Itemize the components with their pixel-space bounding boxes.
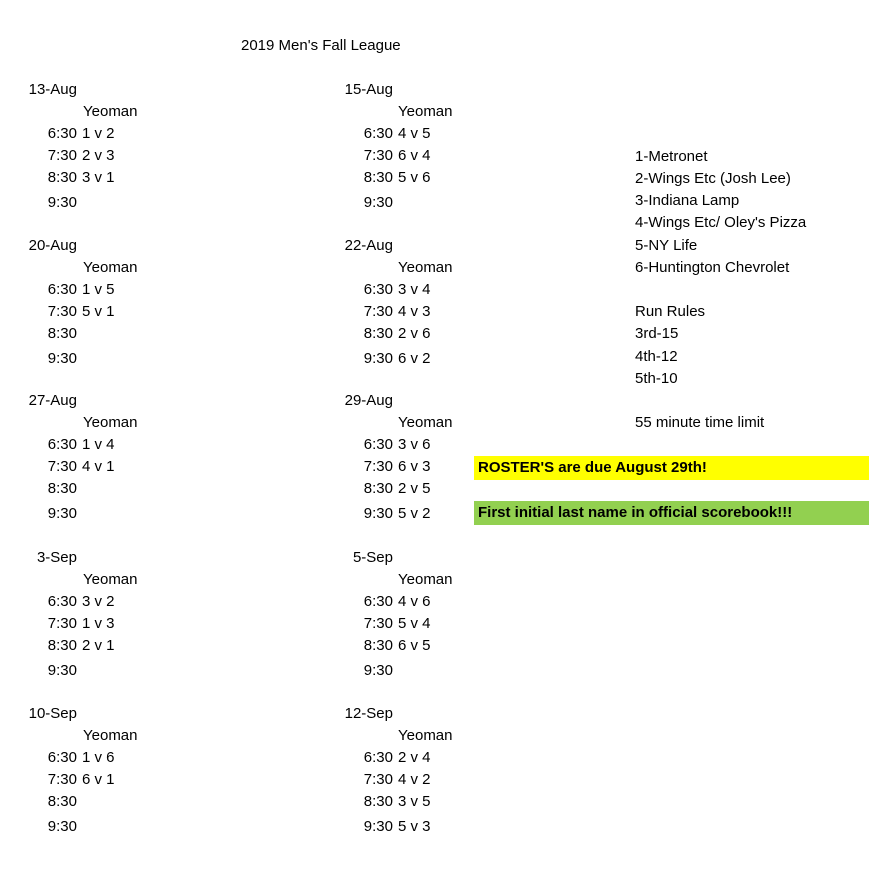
game-row: [41, 771, 115, 789]
game-time: 6:30: [363, 593, 393, 610]
run-rule-item: 4th-12: [635, 348, 678, 365]
game-matchup: 6 v 5: [398, 637, 431, 654]
team-item: 5-NY Life: [635, 237, 698, 254]
game-time: 7:30: [363, 458, 393, 475]
game-row: [41, 303, 115, 321]
game-time: 7:30: [363, 771, 393, 788]
run-rule-item: 3rd-15: [635, 325, 679, 342]
game-matchup: 4 v 6: [398, 593, 431, 610]
venue-label: Yeoman: [83, 103, 138, 120]
game-row: [357, 436, 431, 454]
game-row: [41, 818, 82, 836]
game-row: [357, 505, 431, 523]
game-row: [41, 749, 115, 767]
page-title: 2019 Men's Fall League: [241, 37, 401, 54]
game-time: 9:30: [47, 505, 77, 522]
game-time: 7:30: [47, 303, 77, 320]
venue-label: Yeoman: [398, 259, 453, 276]
game-row: [357, 771, 431, 789]
game-matchup: 6 v 3: [398, 458, 431, 475]
game-matchup: 5 v 2: [398, 505, 431, 522]
game-time: 7:30: [47, 771, 77, 788]
game-time: 8:30: [47, 637, 77, 654]
time-limit-note: 55 minute time limit: [635, 414, 765, 431]
date-heading: 13-Aug: [28, 81, 77, 98]
venue-label: Yeoman: [83, 727, 138, 744]
game-matchup: 2 v 3: [82, 147, 115, 164]
game-matchup: 3 v 6: [398, 436, 431, 453]
date-heading: 29-Aug: [344, 392, 393, 409]
game-row: [357, 615, 431, 633]
game-row: [41, 125, 115, 143]
game-row: [357, 350, 431, 368]
date-heading: 5-Sep: [352, 549, 393, 566]
game-matchup: 2 v 5: [398, 480, 431, 497]
game-matchup: 4 v 3: [398, 303, 431, 320]
date-heading: 12-Sep: [344, 705, 393, 722]
game-matchup: 1 v 4: [82, 436, 115, 453]
game-matchup: 1 v 6: [82, 749, 115, 766]
date-heading: 27-Aug: [28, 392, 77, 409]
game-matchup: 6 v 2: [398, 350, 431, 367]
game-row: [357, 325, 431, 343]
date-heading: 22-Aug: [344, 237, 393, 254]
game-matchup: 1 v 3: [82, 615, 115, 632]
game-matchup: 5 v 1: [82, 303, 115, 320]
game-matchup: 3 v 2: [82, 593, 115, 610]
game-time: 6:30: [47, 593, 77, 610]
game-row: [357, 303, 431, 321]
game-row: [41, 793, 82, 811]
team-item: 2-Wings Etc (Josh Lee): [635, 170, 791, 187]
game-time: 6:30: [363, 125, 393, 142]
game-row: [357, 637, 431, 655]
game-row: [41, 281, 115, 299]
game-time: 8:30: [363, 793, 393, 810]
game-row: [41, 505, 82, 523]
game-row: [357, 147, 431, 165]
game-row: [41, 593, 115, 611]
game-row: [41, 436, 115, 454]
date-heading: 15-Aug: [344, 81, 393, 98]
date-heading: 3-Sep: [36, 549, 77, 566]
game-time: 6:30: [47, 125, 77, 142]
game-row: [357, 593, 431, 611]
game-time: 9:30: [363, 194, 393, 211]
game-time: 6:30: [363, 749, 393, 766]
game-time: 8:30: [363, 169, 393, 186]
game-matchup: 3 v 1: [82, 169, 115, 186]
game-matchup: 1 v 2: [82, 125, 115, 142]
venue-label: Yeoman: [398, 414, 453, 431]
game-matchup: 5 v 4: [398, 615, 431, 632]
game-matchup: 3 v 4: [398, 281, 431, 298]
game-time: 8:30: [47, 325, 77, 342]
game-time: 7:30: [363, 303, 393, 320]
game-time: 7:30: [363, 147, 393, 164]
date-heading: 20-Aug: [28, 237, 77, 254]
game-time: 7:30: [363, 615, 393, 632]
team-item: 3-Indiana Lamp: [635, 192, 740, 209]
game-matchup: 5 v 3: [398, 818, 431, 835]
venue-label: Yeoman: [398, 103, 453, 120]
game-row: [41, 350, 82, 368]
game-row: [357, 169, 431, 187]
game-time: 6:30: [47, 749, 77, 766]
game-time: 8:30: [47, 480, 77, 497]
game-row: [41, 194, 82, 212]
game-time: 6:30: [363, 436, 393, 453]
game-row: [41, 147, 115, 165]
game-matchup: 1 v 5: [82, 281, 115, 298]
game-row: [41, 325, 82, 343]
game-time: 7:30: [47, 147, 77, 164]
game-matchup: 4 v 5: [398, 125, 431, 142]
game-matchup: 3 v 5: [398, 793, 431, 810]
game-matchup: 4 v 2: [398, 771, 431, 788]
game-time: 8:30: [363, 325, 393, 342]
game-row: [357, 818, 431, 836]
game-time: 8:30: [363, 480, 393, 497]
date-heading: 10-Sep: [28, 705, 77, 722]
game-time: 9:30: [363, 350, 393, 367]
venue-label: Yeoman: [398, 727, 453, 744]
game-time: 9:30: [47, 662, 77, 679]
game-time: 7:30: [47, 615, 77, 632]
game-time: 9:30: [47, 350, 77, 367]
game-time: 9:30: [363, 818, 393, 835]
game-row: [357, 194, 398, 212]
game-time: 6:30: [363, 281, 393, 298]
game-row: [357, 458, 431, 476]
game-time: 8:30: [47, 793, 77, 810]
game-row: [41, 615, 115, 633]
game-row: [41, 458, 115, 476]
run-rule-item: 5th-10: [635, 370, 678, 387]
game-row: [357, 125, 431, 143]
venue-label: Yeoman: [398, 571, 453, 588]
game-time: 7:30: [47, 458, 77, 475]
game-row: [41, 480, 82, 498]
game-row: [41, 637, 115, 655]
game-row: [357, 793, 431, 811]
game-row: [41, 169, 115, 187]
game-time: 8:30: [363, 637, 393, 654]
game-time: 8:30: [47, 169, 77, 186]
team-item: 4-Wings Etc/ Oley's Pizza: [635, 214, 807, 231]
team-item: 1-Metronet: [635, 148, 708, 165]
game-time: 6:30: [47, 281, 77, 298]
venue-label: Yeoman: [83, 571, 138, 588]
game-time: 9:30: [47, 194, 77, 211]
game-time: 9:30: [363, 662, 393, 679]
roster-due-notice: ROSTER'S are due August 29th!: [474, 456, 869, 480]
game-row: [357, 281, 431, 299]
venue-label: Yeoman: [83, 414, 138, 431]
game-matchup: 2 v 1: [82, 637, 115, 654]
run-rules-heading: Run Rules: [635, 303, 706, 320]
game-matchup: 6 v 4: [398, 147, 431, 164]
game-time: 9:30: [363, 505, 393, 522]
game-matchup: 6 v 1: [82, 771, 115, 788]
scorebook-notice: First initial last name in official scorebook!!!: [474, 501, 869, 525]
game-time: 6:30: [47, 436, 77, 453]
game-matchup: 2 v 4: [398, 749, 431, 766]
game-row: [357, 749, 431, 767]
game-matchup: 2 v 6: [398, 325, 431, 342]
game-matchup: 5 v 6: [398, 169, 431, 186]
game-row: [357, 662, 398, 680]
venue-label: Yeoman: [83, 259, 138, 276]
game-matchup: 4 v 1: [82, 458, 115, 475]
team-item: 6-Huntington Chevrolet: [635, 259, 790, 276]
game-row: [357, 480, 431, 498]
game-row: [41, 662, 82, 680]
game-time: 9:30: [47, 818, 77, 835]
